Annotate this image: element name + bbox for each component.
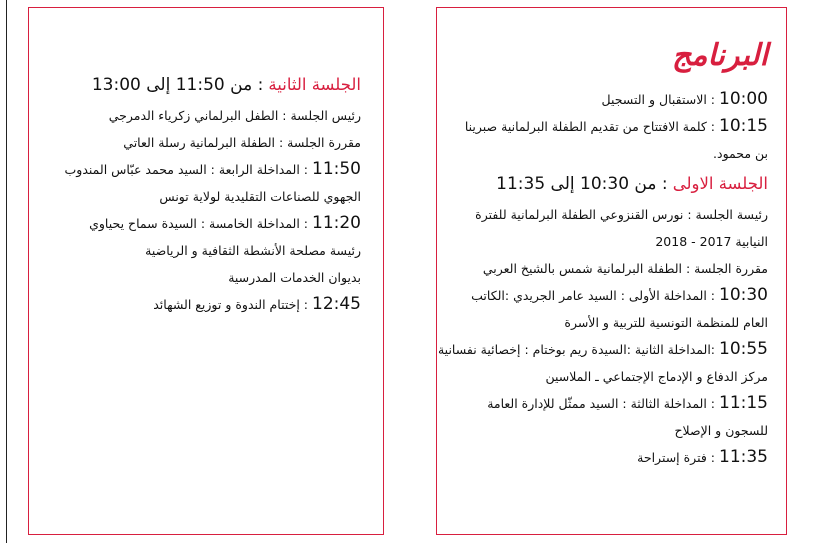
program-panel-right <box>436 7 787 535</box>
item-opening <box>449 113 768 140</box>
talk-time: 11:20 <box>312 213 361 233</box>
talk-text: : المداخلة الثالثة : السيد ممثّل للإدارة العامة <box>487 396 716 411</box>
item-time: 10:15 <box>719 116 768 136</box>
session-1-chair: رئيسة الجلسة : نورس القنزوعي الطفلة البرلمانية للفترة <box>475 207 768 222</box>
talk-text: : المداخلة الخامسة : السيدة سماح يحياوي <box>89 216 309 231</box>
talk-time: 11:35 <box>719 447 768 467</box>
session-1-chair-cont: النيابية 2017 - 2018 <box>655 234 768 249</box>
talk-text: : المداخلة الرابعة : السيد محمد عبّاس المندوب <box>64 162 309 177</box>
talk-time: 10:30 <box>719 285 768 305</box>
session-1-reporter: مقررة الجلسة : الطفلة البرلمانية شمس بالشيخ العربي <box>482 261 768 276</box>
talk-text: : إختتام الندوة و توزيع الشهائد <box>153 297 309 312</box>
talk-5 <box>39 210 361 237</box>
talk-2-cont: مركز الدفاع و الإدماج الإجتماعي ـ الملاسين <box>545 369 768 384</box>
session-2-header <box>39 68 361 102</box>
talk-2 <box>437 336 768 363</box>
session-2-time: : من 11:50 إلى 13:00 <box>91 75 264 95</box>
talk-1 <box>449 282 768 309</box>
session-2-name: الجلسة الثانية <box>268 75 361 94</box>
item-text: : الاستقبال و التسجيل <box>601 92 716 107</box>
program-panel-left <box>28 7 384 535</box>
talk-time: 11:15 <box>719 393 768 413</box>
talk-5-cont2: بديوان الخدمات المدرسية <box>228 270 361 285</box>
program-title: البرنامج <box>671 38 768 73</box>
page-edge-line <box>6 0 7 543</box>
break-item <box>449 444 768 471</box>
session-1-name: الجلسة الاولى <box>672 174 768 193</box>
item-reception <box>449 86 768 113</box>
item-opening-cont: بن محمود. <box>713 146 768 161</box>
session-2-chair: رئيس الجلسة : الطفل البرلماني زكرياء الدمرجي <box>108 108 361 123</box>
session-1-time: : من 10:30 إلى 11:35 <box>496 174 668 194</box>
talk-time: 10:55 <box>719 339 768 359</box>
talk-time: 11:50 <box>312 159 361 179</box>
talk-text: :المداخلة الثانية :السيدة ريم بوختام : إخصائية نفسانية <box>437 342 716 357</box>
talk-1-cont: العام للمنظمة التونسية للتربية و الأسرة <box>564 315 768 330</box>
session-1-header <box>449 167 768 201</box>
talk-text: : المداخلة الأولى : السيد عامر الجريدي :الكاتب <box>471 288 716 303</box>
talk-4 <box>39 156 361 183</box>
item-text: : كلمة الافتتاح من تقديم الطفلة البرلمانية صبرينا <box>464 119 716 134</box>
closing-item <box>39 291 361 318</box>
talk-5-cont: رئيسة مصلحة الأنشطة الثقافية و الرياضية <box>145 243 361 258</box>
talk-4-cont: الجهوي للصناعات التقليدية لولاية تونس <box>159 189 361 204</box>
talk-text: : فترة إستراحة <box>637 450 716 465</box>
session-2-reporter: مقررة الجلسة : الطفلة البرلمانية رسلة العاتي <box>123 135 361 150</box>
talk-3 <box>449 390 768 417</box>
item-time: 10:00 <box>719 89 768 109</box>
talk-3-cont: للسجون و الإصلاح <box>674 423 768 438</box>
talk-time: 12:45 <box>312 294 361 314</box>
